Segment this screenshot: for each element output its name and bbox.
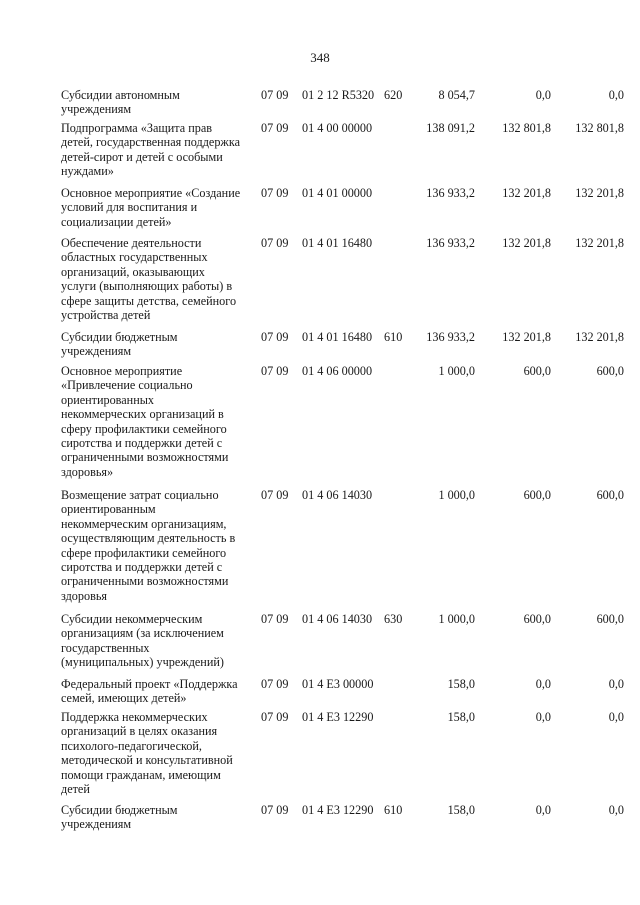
expense-type-code: 630 [384,612,403,626]
amount-year-1: 8 054,7 [438,88,475,102]
amount-year-1: 158,0 [447,803,475,817]
amount-year-1: 138 091,2 [426,121,475,135]
section-code: 07 09 [261,330,289,344]
amount-year-2: 600,0 [523,488,551,502]
target-article-code: 01 4 01 00000 [302,186,373,200]
amount-year-1: 1 000,0 [438,364,475,378]
amount-year-1: 158,0 [447,677,475,691]
amount-year-2: 0,0 [535,677,551,691]
target-article-code: 01 4 06 00000 [302,364,373,378]
amount-year-3: 600,0 [596,488,624,502]
amount-year-1: 158,0 [447,710,475,724]
row-name: Федеральный проект «Поддержка семей, имеющих детей» [61,677,238,706]
amount-year-3: 0,0 [608,88,624,102]
amount-year-1: 136 933,2 [426,330,475,344]
target-article-code: 01 4 06 14030 [302,612,373,626]
amount-year-2: 132 801,8 [502,121,551,135]
amount-year-2: 0,0 [535,803,551,817]
row-name: Субсидии бюджетным учреждениям [61,803,178,832]
target-article-code: 01 4 E3 12290 [302,710,374,724]
amount-year-1: 136 933,2 [426,186,475,200]
amount-year-1: 1 000,0 [438,488,475,502]
section-code: 07 09 [261,677,289,691]
row-name: Субсидии некоммерческим организациям (за исключением государственных (муниципальных) учреждений) [61,612,224,670]
section-code: 07 09 [261,236,289,250]
section-code: 07 09 [261,612,289,626]
amount-year-3: 132 201,8 [575,236,624,250]
amount-year-3: 0,0 [608,677,624,691]
amount-year-3: 600,0 [596,364,624,378]
expense-type-code: 620 [384,88,403,102]
amount-year-3: 600,0 [596,612,624,626]
expense-type-code: 610 [384,803,403,817]
amount-year-3: 132 201,8 [575,330,624,344]
row-name: Обеспечение деятельности областных государственных организаций, оказывающих услуги (выполняющих работы) в сфере защиты детства, семейного устройства детей [61,236,237,323]
target-article-code: 01 2 12 R5320 [302,88,375,102]
amount-year-2: 132 201,8 [502,236,551,250]
row-name: Основное мероприятие «Привлечение социально ориентированных некоммерческих организаций в сферу профилактики семейного сиротства и поддержки детей с ограниченными возможностями здоровья» [61,364,229,479]
amount-year-3: 0,0 [608,803,624,817]
target-article-code: 01 4 E3 12290 [302,803,374,817]
row-name: Основное мероприятие «Создание условий для воспитания и социализации детей» [61,186,241,229]
row-name: Поддержка некоммерческих организаций в целях оказания психолого-педагогической, методической и консультативной помощи гражданам, имеющим детей [61,710,233,797]
section-code: 07 09 [261,710,289,724]
target-article-code: 01 4 00 00000 [302,121,373,135]
expense-type-code: 610 [384,330,403,344]
amount-year-3: 132 201,8 [575,186,624,200]
amount-year-2: 600,0 [523,612,551,626]
amount-year-1: 136 933,2 [426,236,475,250]
amount-year-2: 0,0 [535,88,551,102]
section-code: 07 09 [261,803,289,817]
amount-year-3: 132 801,8 [575,121,624,135]
section-code: 07 09 [261,488,289,502]
section-code: 07 09 [261,186,289,200]
amount-year-1: 1 000,0 [438,612,475,626]
page-number: 348 [310,50,330,65]
target-article-code: 01 4 01 16480 [302,236,373,250]
section-code: 07 09 [261,88,289,102]
row-name: Подпрограмма «Защита прав детей, государственная поддержка детей-сирот и детей с особыми нуждами» [61,121,241,179]
amount-year-2: 132 201,8 [502,330,551,344]
target-article-code: 01 4 06 14030 [302,488,373,502]
amount-year-2: 132 201,8 [502,186,551,200]
target-article-code: 01 4 01 16480 [302,330,373,344]
row-name: Субсидии бюджетным учреждениям [61,330,178,359]
amount-year-2: 0,0 [535,710,551,724]
amount-year-2: 600,0 [523,364,551,378]
target-article-code: 01 4 E3 00000 [302,677,374,691]
row-name: Субсидии автономным учреждениям [61,88,180,117]
section-code: 07 09 [261,121,289,135]
amount-year-3: 0,0 [608,710,624,724]
row-name: Возмещение затрат социально ориентированным некоммерческим организациям, осуществляющим деятельность в сфере профилактики семейного сиротства и поддержки детей с ограниченными возможностями здоровья [61,488,236,603]
section-code: 07 09 [261,364,289,378]
